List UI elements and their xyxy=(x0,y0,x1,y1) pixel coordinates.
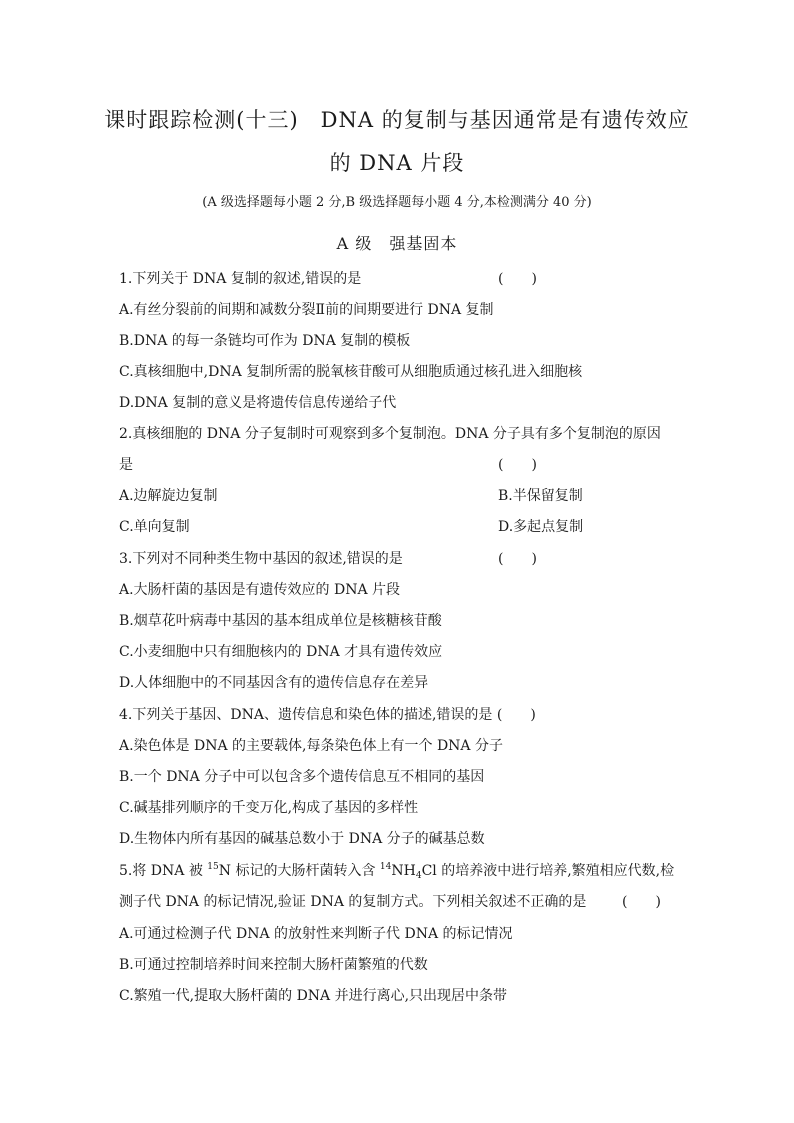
q5-stem-part1: 5.将 DNA 被 xyxy=(119,863,208,879)
q5-stem-part2: N 标记的大肠杆菌转入含 xyxy=(218,863,380,879)
page-title-line2: 的 DNA 片段 xyxy=(329,151,465,175)
q5-stem-line1 xyxy=(119,862,674,880)
q3-option-b: B.烟草花叶病毒中基因的基本组成单位是核糖核苷酸 xyxy=(119,613,442,629)
q3-stem: 3.下列对不同种类生物中基因的叙述,错误的是 xyxy=(119,551,403,567)
q2-option-a: A.边解旋边复制 xyxy=(119,488,218,504)
q5-option-b: B.可通过控制培养时间来控制大肠杆菌繁殖的代数 xyxy=(119,957,428,973)
q1-option-c: C.真核细胞中,DNA 复制所需的脱氧核苷酸可从细胞质通过核孔进入细胞核 xyxy=(119,364,583,380)
q3-option-a: A.大肠杆菌的基因是有遗传效应的 DNA 片段 xyxy=(119,582,401,598)
q2-option-c: C.单向复制 xyxy=(119,519,190,535)
q5-answer-blank: ( ) xyxy=(622,894,661,910)
q4-option-a: A.染色体是 DNA 的主要载体,每条染色体上有一个 DNA 分子 xyxy=(119,738,503,754)
q3-answer-blank: ( ) xyxy=(498,551,537,567)
q5-option-c: C.繁殖一代,提取大肠杆菌的 DNA 并进行离心,只出现居中条带 xyxy=(119,988,508,1004)
q1-option-d: D.DNA 复制的意义是将遗传信息传递给子代 xyxy=(119,395,397,411)
q2-stem-line2: 是 xyxy=(119,457,133,473)
q1-answer-blank: ( ) xyxy=(498,271,537,287)
q2-answer-blank: ( ) xyxy=(498,457,537,473)
q4-option-b: B.一个 DNA 分子中可以包含多个遗传信息互不相同的基因 xyxy=(119,769,485,785)
score-note: (A 级选择题每小题 2 分,B 级选择题每小题 4 分,本检测满分 40 分) xyxy=(202,195,592,210)
section-heading: A 级 强基固本 xyxy=(336,234,458,253)
q4-stem xyxy=(119,706,536,724)
q1-option-a: A.有丝分裂前的间期和减数分裂Ⅱ前的间期要进行 DNA 复制 xyxy=(119,302,494,318)
q5-stem-part4: Cl 的培养液中进行培养,繁殖相应代数,检 xyxy=(421,863,675,879)
q5-isotope-14: 14 xyxy=(379,862,392,872)
q2-option-b: B.半保留复制 xyxy=(498,488,583,504)
q1-option-b: B.DNA 的每一条链均可作为 DNA 复制的模板 xyxy=(119,333,411,349)
q5-stem-line2: 测子代 DNA 的标记情况,验证 DNA 的复制方式。下列相关叙述不正确的是 xyxy=(119,894,587,910)
q5-isotope-15: 15 xyxy=(207,862,219,872)
q3-option-d: D.人体细胞中的不同基因含有的遗传信息存在差异 xyxy=(119,675,429,691)
page-title-line1: 课时跟踪检测(十三) DNA 的复制与基因通常是有遗传效应 xyxy=(104,108,690,132)
q1-stem: 1.下列关于 DNA 复制的叙述,错误的是 xyxy=(119,271,362,287)
q4-option-d: D.生物体内所有基因的碱基总数小于 DNA 分子的碱基总数 xyxy=(119,831,485,847)
q2-stem-line1: 2.真核细胞的 DNA 分子复制时可观察到多个复制泡。DNA 分子具有多个复制泡的原因 xyxy=(119,426,661,442)
q3-option-c: C.小麦细胞中只有细胞核内的 DNA 才具有遗传效应 xyxy=(119,644,443,660)
q2-option-d: D.多起点复制 xyxy=(498,519,584,535)
q4-stem-text: 4.下列关于基因、DNA、遗传信息和染色体的描述,错误的是 xyxy=(119,707,493,723)
q5-stem-part3: NH xyxy=(391,863,416,879)
q5-option-a: A.可通过检测子代 DNA 的放射性来判断子代 DNA 的标记情况 xyxy=(119,926,513,942)
q4-answer-blank: ( ) xyxy=(496,707,536,723)
q5-subscript-4: 4 xyxy=(415,871,422,881)
q4-option-c: C.碱基排列顺序的千变万化,构成了基因的多样性 xyxy=(119,800,419,816)
